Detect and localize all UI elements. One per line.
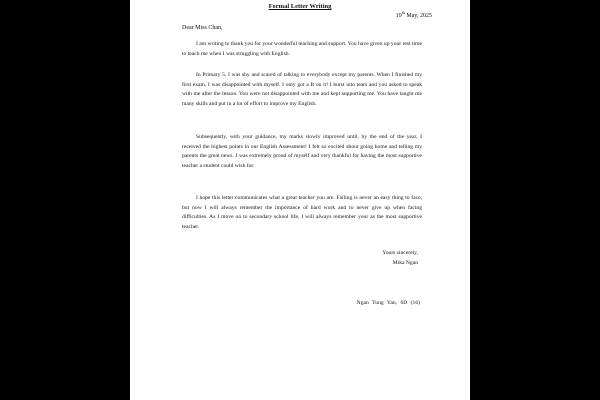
paragraph-3-text: Subsequently, with your guidance, my marks slowly improved until, by the end of the year, I received the highest points in our English Assessment! I felt so excited about going home and telling my parents the great news. I was extremely proud of myself and very thankful for having the most supportive teacher a student could wish for. [182, 134, 422, 169]
paragraph-4-text: I hope this letter communicates what a great teacher you are. Failing is never an easy thing to face, but now I will always remember the importance of hard work and to never give up when facing difficulties. As I move on to secondary school life, I will always remember your as the most supportive teacher. [182, 195, 422, 230]
paragraph-2-text: In Primary 5, I was shy and scared of talking to everybody except my parents. When I finished my first exam, I was disappointed with myself. I only got a B on it! I burst into tears and you asked to speak with me after the lesson. You were not disappointed with me and kept supporting me. You have taught me many skills and put in a lot of effort to improve my English. [182, 72, 422, 107]
salutation: Dear Miss Chan, [182, 25, 223, 31]
letter-title: Formal Letter Writing [268, 3, 332, 10]
closing-block [382, 248, 418, 268]
signature-line: Ngan Tung Yan, 6D (16) [356, 300, 420, 306]
letter-page [130, 0, 470, 400]
sender-name: Mika Ngan [392, 260, 418, 266]
paragraph-1 [182, 40, 422, 59]
letter-date [395, 10, 432, 19]
paragraph-2 [182, 71, 422, 109]
date-suffix: th [401, 10, 405, 15]
paragraph-4 [182, 194, 422, 232]
date-day: 19 [395, 13, 402, 19]
date-month-year: May, 2025 [404, 13, 432, 19]
paragraph-3 [182, 133, 422, 171]
paragraph-1-text: I am writing to thank you for your wonderful teaching and support. You have given up your rest time to teach me when I was struggling with English. [182, 41, 422, 57]
closing-phrase: Yours sincerely, [382, 250, 418, 256]
